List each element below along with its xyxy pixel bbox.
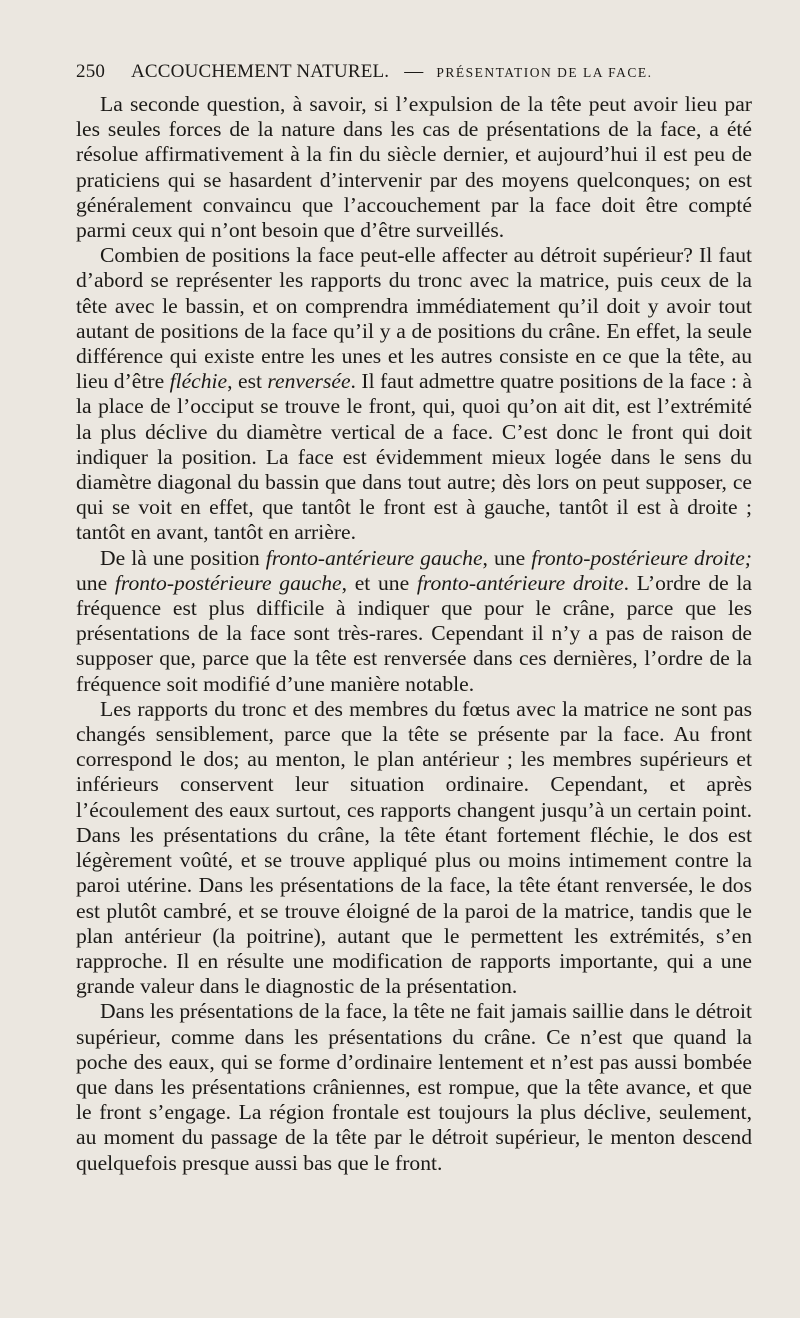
italic-text: fronto-postérieure gauche bbox=[114, 570, 342, 595]
body-text bbox=[76, 92, 752, 1176]
italic-text: fléchie bbox=[169, 369, 228, 394]
text-run: Dans les présentations de la face, la tête ne fait jamais saillie dans le détroit supérieur, comme dans les présentations du crâne. Ce n’est que quand la poche des eaux, qui se forme d’ordinaire lentement et n’est pas aussi bombée que dans les présentations crâniennes, est rompue, que la tête avance, et que le front s’engage. La région frontale est toujours la plus déclive, seulement, au moment du passage de la tête par le détroit supérieur, le menton descend quelquefois presque aussi bas que le front. bbox=[76, 999, 752, 1175]
text-run: La seconde question, à savoir, si l’expulsion de la tête peut avoir lieu par les seules forces de la nature dans les cas de présentations de la face, a été résolue affirmativement à la fin du siècle dernier, et aujourd’hui il est peu de praticiens qui se hasardent d’intervenir par des moyens quelconques; on est généralement convaincu que l’accouchement par la face doit être compté parmi ceux qui n’ont besoin que d’être surveillés. bbox=[76, 92, 752, 243]
paragraph bbox=[76, 546, 752, 697]
italic-text: renversée bbox=[267, 369, 351, 394]
page-number: 250 bbox=[76, 61, 106, 82]
running-subtitle: PRÉSENTATION DE LA FACE. bbox=[436, 65, 653, 80]
text-run: une bbox=[76, 570, 115, 595]
text-run: , et une bbox=[341, 570, 417, 595]
paragraph bbox=[76, 999, 752, 1175]
italic-text: fronto-postérieure droite; bbox=[531, 545, 752, 570]
text-run: . Il faut admettre quatre positions de la face : à la place de l’occiput se trouve le front, qui, quoi qu’on ait dit, est l’extrémité la plus déclive du diamètre vertical de a face. C’est donc le front qui doit indiquer la position. La face est évidemment mieux logée dans le sens du diamètre diagonal du bassin que dans tout autre; dès lors on peut supposer, ce qui se voit en effet, que tantôt le front est à gauche, tantôt il est à droite ; tantôt en avant, tantôt en arrière. bbox=[76, 369, 752, 545]
text-run: Les rapports du tronc et des membres du fœtus avec la matrice ne sont pas changés sensiblement, parce que la tête se présente par la face. Au front correspond le dos; au menton, le plan antérieur ; les membres supérieurs et inférieurs conservent leur situation ordinaire. Cependant, et après l’écoulement des eaux surtout, ces rapports changent jusqu’à un certain point. Dans les présentations du crâne, la tête étant fortement fléchie, le dos est légèrement voûté, et se trouve appliqué plus ou moins intimement contre la paroi utérine. Dans les présentations de la face, la tête étant renversée, le dos est plutôt cambré, et se trouve éloigné de la paroi de la matrice, tandis que le plan antérieur (la poitrine), autant que le permettent les extrémités, s’en rapproche. Il en résulte une modification de rapports importante, qui a une grande valeur dans le diagnostic de la présentation. bbox=[76, 696, 752, 999]
running-head-separator: — bbox=[404, 61, 424, 82]
text-run: , est bbox=[227, 369, 268, 394]
italic-text: fronto-antérieure gauche bbox=[265, 545, 483, 570]
text-run: De là une position bbox=[100, 545, 266, 570]
running-head bbox=[76, 52, 752, 92]
paragraph bbox=[76, 243, 752, 545]
text-run: Combien de positions la face peut-elle affecter au détroit supérieur? Il faut d’abord se représenter les rapports du tronc avec la matrice, puis ceux de la tête avec le bassin, et on comprendra immédiatement qu’il doit y avoir tout autant de positions de la face qu’il y a de positions du crâne. En effet, la seule différence qui existe entre les unes et les autres consiste en ce que la tête, au lieu d’être bbox=[76, 243, 752, 394]
italic-text: fronto-antérieure droite bbox=[416, 570, 624, 595]
text-run: , une bbox=[482, 545, 532, 570]
text-run: . L’ordre de la fréquence est plus difficile à indiquer que pour le crâne, parce que les présentations de la face sont très-rares. Cependant il n’y a pas de raison de supposer que, parce que la tête est renversée dans ces dernières, l’ordre de la fréquence soit modifié d’une manière notable. bbox=[76, 570, 752, 696]
running-title: ACCOUCHEMENT NATUREL. bbox=[131, 61, 390, 82]
paragraph bbox=[76, 697, 752, 999]
paragraph bbox=[76, 92, 752, 243]
